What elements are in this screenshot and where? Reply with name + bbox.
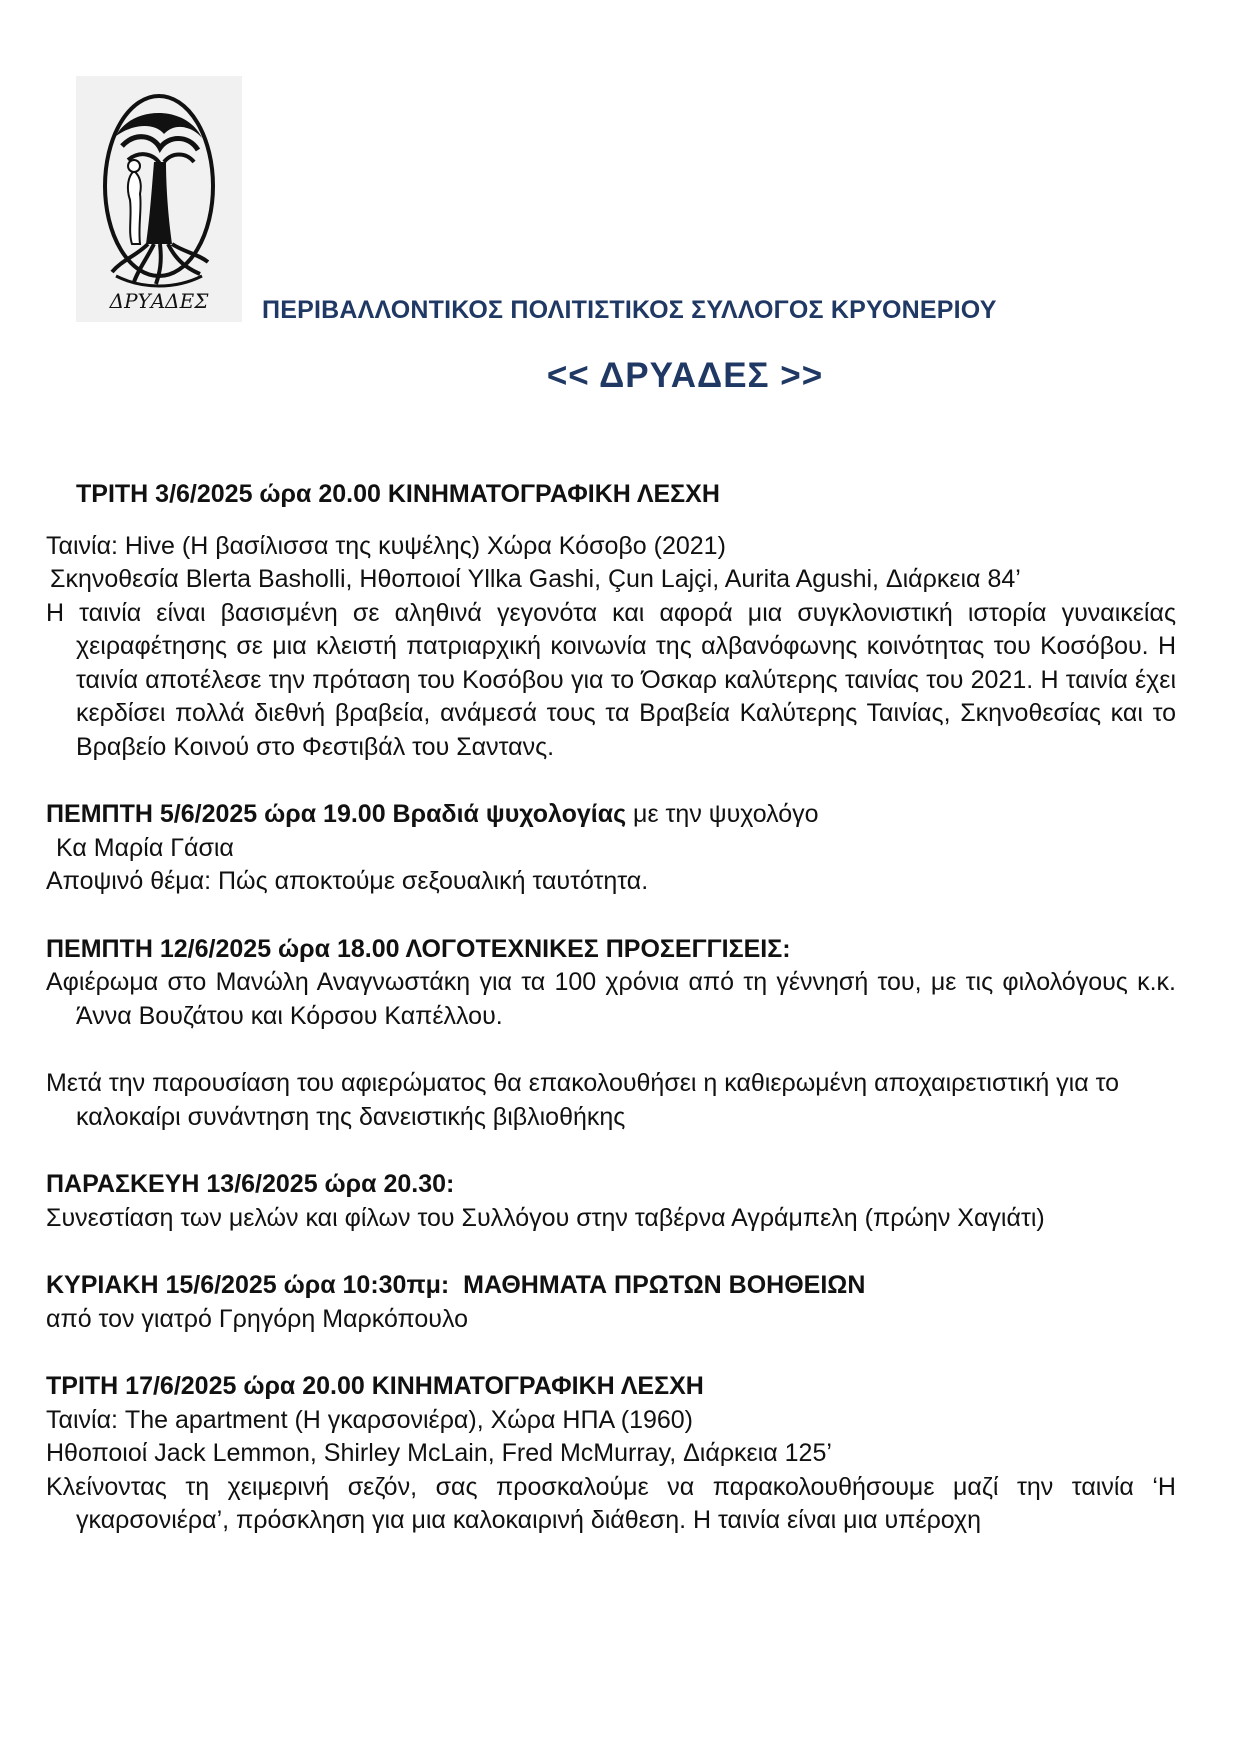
event-dinner [46, 1168, 1176, 1235]
event-psychology-evening [46, 798, 1176, 899]
event-first-aid [46, 1269, 1176, 1336]
event-description: Αφιέρωμα στο Μανώλη Αναγνωστάκη για τα 100 χρόνια από τη γέννησή του, με τις φιλολόγους κ.κ. Άννα Βουζάτου και Κόρσου Καπέλλου. [46, 968, 1176, 1030]
event-followup: Μετά την παρουσίαση του αφιερώματος θα επακολουθήσει η καθιερωμένη αποχαιρετιστική για το καλοκαίρι συνάντηση της δανειστικής βιβλιοθήκης [46, 1069, 1120, 1131]
event-headline: ΠΕΜΠΤΗ 12/6/2025 ώρα 18.00 ΛΟΓΟΤΕΧΝΙΚΕΣ ΠΡΟΣΕΓΓΙΣΕΙΣ: [46, 934, 791, 963]
event-headline: ΤΡΙΤΗ 17/6/2025 ώρα 20.00 ΚΙΝΗΜΑΤΟΓΡΑΦΙΚΗ ΛΕΣΧΗ [46, 1372, 704, 1400]
organization-name: ΠΕΡΙΒΑΛΛΟΝΤΙΚΟΣ ΠΟΛΙΤΙΣΤΙΚΟΣ ΣΥΛΛΟΓΟΣ ΚΡΥΟΝΕΡΙΟΥ [262, 296, 997, 324]
event-headline: ΤΡΙΤΗ 3/6/2025 ώρα 20.00 ΚΙΝΗΜΑΤΟΓΡΑΦΙΚΗ ΛΕΣΧΗ [76, 480, 720, 508]
dryades-logo [76, 76, 242, 322]
organization-subtitle: << ΔΡΥΑΔΕΣ >> [546, 356, 824, 395]
event-literary-approaches [46, 933, 1176, 1135]
film-description: Κλείνοντας τη χειμερινή σεζόν, σας προσκαλούμε να παρακολουθήσουμε μαζί την ταινία ‘Η γκαρσονιέρα’, πρόσκληση για μια καλοκαιρινή διάθεση. Η ταινία είναι μια υπέροχη [46, 1472, 1176, 1534]
event-headline: ΠΕΜΠΤΗ 5/6/2025 ώρα 19.00 Βραδιά ψυχολογίας [46, 800, 627, 828]
event-film-club-1 [46, 478, 1176, 764]
film-credits: Σκηνοθεσία Blerta Basholli, Ηθοποιοί Yllka Gashi, Çun Lajçi, Aurita Agushi, Διάρκεια 84’ [50, 565, 1021, 593]
events-list [46, 478, 1176, 1572]
film-description: Η ταινία είναι βασισμένη σε αληθινά γεγονότα και αφορά μια συγκλονιστική ιστορία γυναικείας χειραφέτησης σε μια κλειστή πατριαρχική κοινωνία της αλβανόφωνης κοινότητας του Κοσόβου. Η ταινία αποτέλεσε την πρόταση του Κοσόβου για το Όσκαρ καλύτερης ταινίας του 2021. Η ταινία έχει κερδίσει πολλά διεθνή βραβεία, ανάμεσά τους τα Βραβεία Καλύτερης Ταινίας, Σκηνοθεσίας και το Βραβείο Κοινού στο Φεστιβάλ του Σαντανς. [46, 598, 1176, 761]
event-description: Συνεστίαση των μελών και φίλων του Συλλόγου στην ταβέρνα Αγράμπελη (πρώην Χαγιάτι) [46, 1203, 1045, 1232]
event-headline: ΚΥΡΙΑΚΗ 15/6/2025 ώρα 10:30πμ: ΜΑΘΗΜΑΤΑ ΠΡΩΤΩΝ ΒΟΗΘΕΙΩΝ [46, 1271, 866, 1299]
logo-caption: ΔΡΥΑΔΕΣ [109, 289, 209, 313]
event-headline: ΠΑΡΑΣΚΕΥΗ 13/6/2025 ώρα 20.30: [46, 1170, 455, 1198]
film-title: Ταινία: The apartment (Η γκαρσονιέρα), Χώρα ΗΠΑ (1960) [46, 1405, 694, 1434]
event-speaker: Κα Μαρία Γάσια [56, 833, 234, 862]
event-topic: Αποψινό θέμα: Πώς αποκτούμε σεξουαλική ταυτότητα. [46, 867, 649, 895]
film-credits: Ηθοποιοί Jack Lemmon, Shirley McLain, Fred McMurray, Διάρκεια 125’ [46, 1439, 832, 1467]
film-title: Ταινία: Hive (Η βασίλισσα της κυψέλης) Χώρα Κόσοβο (2021) [46, 531, 726, 560]
event-description: από τον γιατρό Γρηγόρη Μαρκόπουλο [46, 1304, 468, 1333]
event-film-club-2 [46, 1370, 1176, 1538]
tree-woman-emblem-icon [76, 76, 242, 322]
event-headline-suffix: με την ψυχολόγο [626, 800, 819, 828]
